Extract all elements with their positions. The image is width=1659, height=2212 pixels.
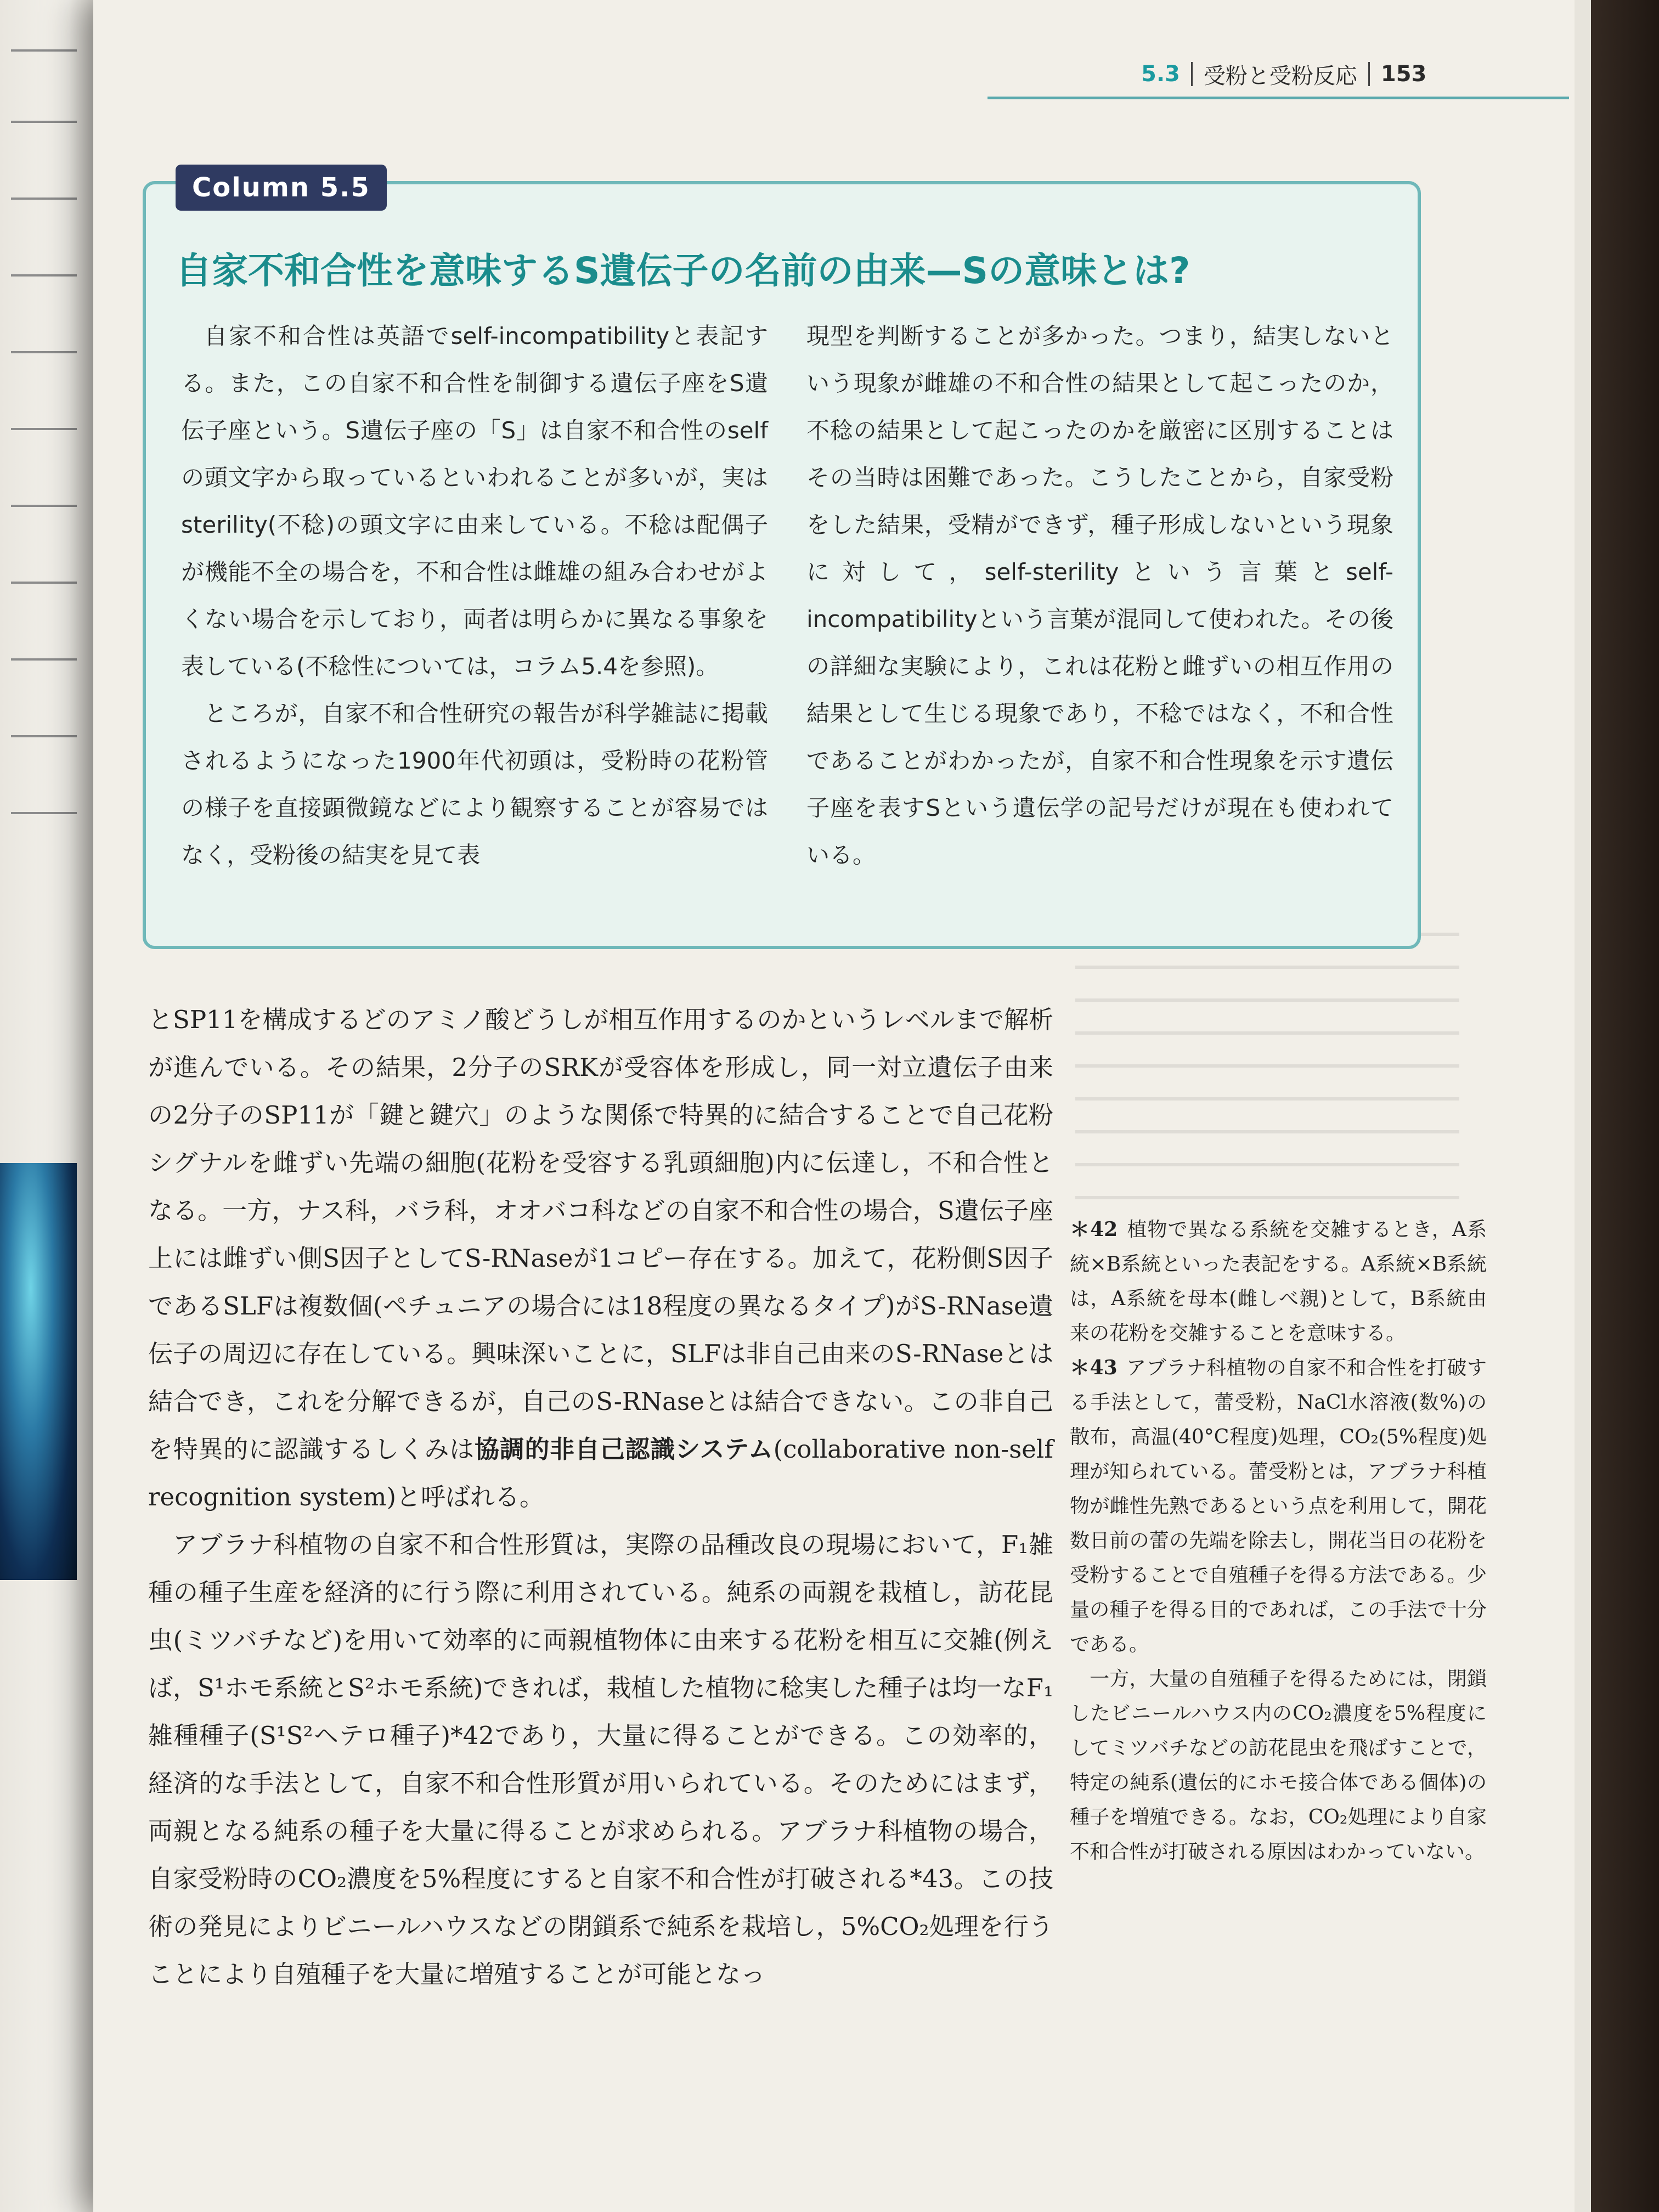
column-right-text xyxy=(806,313,1393,879)
body-text-run: (collaborative non-self recognition system)と呼ばれる。 xyxy=(148,1435,1053,1511)
running-header xyxy=(1141,58,1558,91)
key-term: 協調的非自己認識システム xyxy=(474,1435,774,1464)
body-paragraph-1 xyxy=(148,996,1053,1521)
column-tag: Column 5.5 xyxy=(176,165,387,211)
adjacent-page-rule xyxy=(11,49,77,52)
header-divider xyxy=(1191,62,1193,86)
footnote-42 xyxy=(1070,1212,1487,1351)
show-through-text xyxy=(1075,933,1459,1218)
column-left-text xyxy=(181,313,768,879)
footnote-43 xyxy=(1070,1351,1487,1662)
adjacent-page-rule xyxy=(11,428,77,430)
footnote-continuation: 一方，大量の自殖種子を得るためには，閉鎖したビニールハウス内のCO₂濃度を5%程度にしてミツバチなどの訪花昆虫を飛ばすことで，特定の純系(遺伝的にホモ接合体である個体)の種子を増殖できる。なお，CO₂処理により自家不和合性が打破される原因はわかっていない。 xyxy=(1070,1668,1487,1863)
adjacent-page-micrograph xyxy=(0,1163,77,1580)
column-title: 自家不和合性を意味するS遺伝子の名前の由来—Sの意味とは? xyxy=(176,250,1190,292)
body-text-run: とSP11を構成するどのアミノ酸どうしが相互作用するのかというレベルまで解析が進んでいる。その結果，2分子のSRKが受容体を形成し，同一対立遺伝子由来の2分子のSP11が「鍵と鍵穴」のような関係で特異的に結合することで自己花粉シグナルを雌ずい先端の細胞(花粉を受容する乳頭細胞)内に伝達し，不和合性となる。一方，ナス科，バラ科，オオバコ科などの自家不和合性の場合，S遺伝子座上には雌ずい側S因子としてS-RNaseが1コピー存在する。加えて，花粉側S因子であるSLFは複数個(ペチュニアの場合には18程度の異なるタイプ)がS-RNase遺伝子の周辺に存在している。興味深いことに，SLFは非自己由来のS-RNaseとは結合でき，これを分解できるが，自己のS-RNaseとは結合できない。この非自己を特異的に認識するしくみは xyxy=(148,1005,1053,1464)
adjacent-page xyxy=(0,0,99,2212)
side-notes xyxy=(1070,1212,1487,1869)
column-paragraph: 自家不和合性は英語でself-incompatibilityと表記する。また，この自家不和合性を制御する遺伝子座をS遺伝子座という。S遺伝子座の「S」は自家不和合性のselfの頭文字から取っているといわれることが多いが，実はsterility(不稔)の頭文字に由来している。不稔は配偶子が機能不全の場合を，不和合性は雌雄の組み合わせがよくない場合を示しており，両者は明らかに異なる事象を表している(不稔性については，コラム5.4を参照)。 xyxy=(181,323,768,680)
adjacent-page-rule xyxy=(11,658,77,661)
page-number: 153 xyxy=(1380,61,1427,87)
adjacent-page-rule xyxy=(11,505,77,507)
header-section-number: 5.3 xyxy=(1141,61,1180,87)
column-paragraph: 現型を判断することが多かった。つまり，結実しないという現象が雌雄の不和合性の結果として起こったのか，不稔の結果として起こったのかを厳密に区別することはその当時は困難であった。こうしたことから，自家受粉をした結果，受精ができず，種子形成しないという現象に対して，self-sterilityという言葉とself-incompatibilityという言葉が混同して使われた。その後の詳細な実験により，これは花粉と雌ずいの相互作用の結果として生じる現象であり，不稔ではなく，不和合性であることがわかったが，自家不和合性現象を示す遺伝子座を表すSという遺伝学の記号だけが現在も使われている。 xyxy=(806,323,1393,868)
footnote-text: アブラナ科植物の自家不和合性を打破する手法として，蕾受粉，NaCl水溶液(数%)の散布，高温(40°C程度)処理，CO₂(5%程度)処理が知られている。蕾受粉とは，アブラナ科植物が雌性先熟であるという点を利用して，開花数日前の蕾の先端を除去し，開花当日の花粉を受粉することで自殖種子を得る方法である。少量の種子を得る目的であれば，この手法で十分である。 xyxy=(1070,1357,1487,1656)
adjacent-page-rule xyxy=(11,351,77,353)
header-rule xyxy=(988,97,1569,99)
adjacent-page-rule xyxy=(11,735,77,737)
column-paragraph: ところが，自家不和合性研究の報告が科学雑誌に掲載されるようになった1900年代初頭は，受粉時の花粉管の様子を直接顕微鏡などにより観察することが容易ではなく，受粉後の結実を見て表 xyxy=(181,700,768,868)
header-divider xyxy=(1368,62,1370,86)
footnote-number: ＊43 xyxy=(1070,1356,1118,1379)
adjacent-page-rule xyxy=(11,274,77,276)
main-body-text xyxy=(148,996,1053,1998)
table-background xyxy=(1575,0,1659,2212)
header-section-title: 受粉と受粉反応 xyxy=(1203,63,1357,89)
footnote-number: ＊42 xyxy=(1070,1218,1118,1241)
page-edge xyxy=(1575,0,1591,2212)
adjacent-page-rule xyxy=(11,121,77,123)
book-page xyxy=(93,0,1575,2212)
body-paragraph-2: アブラナ科植物の自家不和合性形質は，実際の品種改良の現場において，F₁雑種の種子生産を経済的に行う際に利用されている。純系の両親を栽植し，訪花昆虫(ミツバチなど)を用いて効率的に両親植物体に由来する花粉を相互に交雑(例えば，S¹ホモ系統とS²ホモ系統)できれば，栽植した植物に稔実した種子は均一なF₁雑種種子(S¹S²ヘテロ種子)*42であり，大量に得ることができる。この効率的，経済的な手法として，自家不和合性形質が用いられている。そのためにはまず，両親となる純系の種子を大量に得ることが求められる。アブラナ科植物の場合，自家受粉時のCO₂濃度を5%程度にすると自家不和合性が打破される*43。この技術の発見によりビニールハウスなどの閉鎖系で純系を栽培し，5%CO₂処理を行うことにより自殖種子を大量に増殖することが可能となっ xyxy=(148,1530,1053,1989)
adjacent-page-rule xyxy=(11,812,77,814)
adjacent-page-rule xyxy=(11,582,77,584)
adjacent-page-rule xyxy=(11,198,77,200)
footnote-text: 植物で異なる系統を交雑するとき，A系統×B系統といった表記をする。A系統×B系統は，A系統を母本(雌しべ親)として，B系統由来の花粉を交雑することを意味する。 xyxy=(1070,1218,1487,1345)
